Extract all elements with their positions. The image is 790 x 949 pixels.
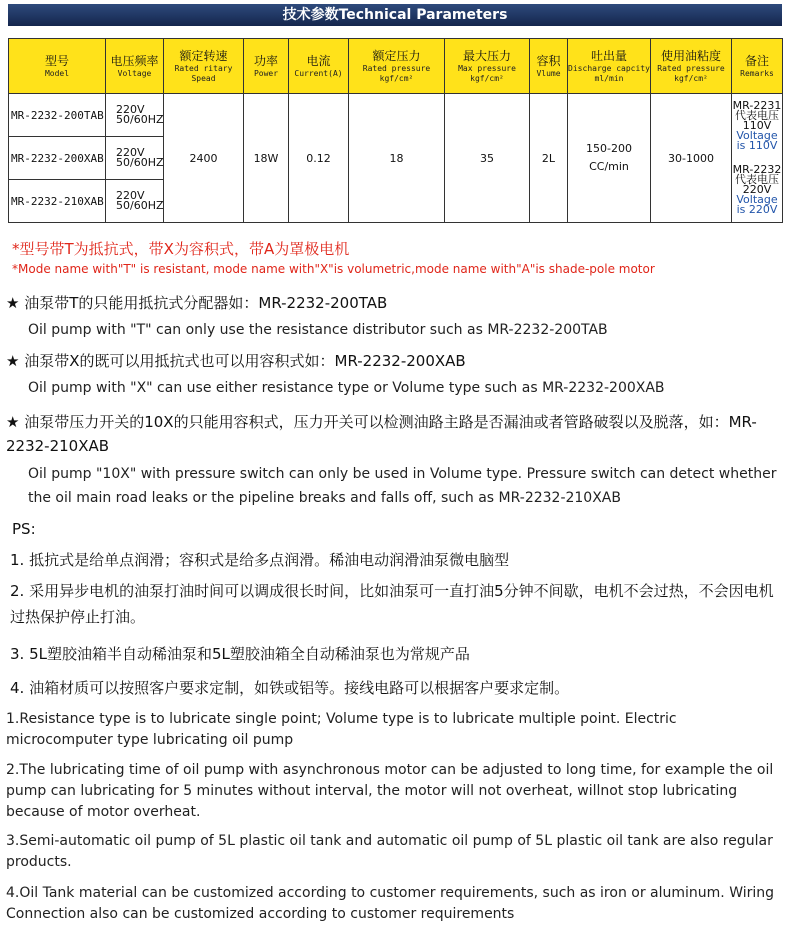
- header-viscosity: 使用油粘度 Rated pressure kgf/cm²: [651, 39, 732, 94]
- page-title: 技术参数Technical Parameters: [8, 4, 782, 26]
- table-row: [9, 94, 783, 137]
- model-note-cn: *型号带T为抵抗式，带X为容积式，带A为罩极电机: [12, 240, 350, 258]
- star-icon: ★: [6, 413, 25, 431]
- table-header-row: [9, 39, 783, 94]
- header-discharge: 吐出量 Discharge capcity ml/min: [568, 39, 651, 94]
- model-cell: MR-2232-200XAB: [9, 137, 106, 180]
- voltage-cell: 220V 50/60HZ: [106, 180, 164, 223]
- note-1-cn: ★ 油泵带T的只能用抵抗式分配器如：MR-2232-200TAB: [6, 294, 388, 312]
- note-2-cn: ★ 油泵带X的既可以用抵抗式也可以用容积式如：MR-2232-200XAB: [6, 352, 466, 370]
- volume-cell: 2L: [530, 94, 568, 223]
- star-icon: ★: [6, 294, 25, 312]
- power-cell: 18W: [244, 94, 289, 223]
- ps-cn-item: 3. 5L塑胶油箱半自动稀油泵和5L塑胶油箱全自动稀油泵也为常规产品: [10, 645, 470, 663]
- max-pressure-cell: 35: [445, 94, 530, 223]
- discharge-cell: 150-200 CC/min: [568, 94, 651, 223]
- header-rated-pressure: 额定压力 Rated pressure kgf/cm²: [349, 39, 445, 94]
- star-icon: ★: [6, 352, 25, 370]
- ps-cn-item: 1. 抵抗式是给单点润滑；容积式是给多点润滑。稀油电动润滑油泵微电脑型: [10, 551, 510, 569]
- model-note-en: *Mode name with"T" is resistant, mode name with"X"is volumetric,mode name with"A"is shade-pole motor: [12, 262, 655, 276]
- ps-en-item: 2.The lubricating time of oil pump with asynchronous motor can be adjusted to long time, for example the oil pump can lubricating for 5 minutes without interval, the motor will not overheat, willnot stop lubricating because of motor overheat.: [6, 762, 774, 820]
- speed-cell: 2400: [164, 94, 244, 223]
- voltage-cell: 220V 50/60HZ: [106, 137, 164, 180]
- ps-cn-item: 2. 采用异步电机的油泵打油时间可以调成很长时间，比如油泵可一直打油5分钟不间歇，电机不会过热，不会因电机过热保护停止打油。: [10, 582, 774, 626]
- note-3-en: Oil pump "10X" with pressure switch can only be used in Volume type. Pressure switch can detect whether the oil main road leaks or the pipeline breaks and falls off, such as MR-2232-210XAB: [28, 466, 777, 506]
- note-3-cn: ★ 油泵带压力开关的10X的只能用容积式，压力开关可以检测油路主路是否漏油或者管路破裂以及脱落，如：MR-2232-210XAB: [6, 413, 757, 455]
- spec-table: [8, 38, 783, 223]
- header-voltage: 电压频率 Voltage: [106, 39, 164, 94]
- model-cell: MR-2232-200TAB: [9, 94, 106, 137]
- ps-cn-item: 4. 油箱材质可以按照客户要求定制，如铁或铝等。接线电路可以根据客户要求定制。: [10, 679, 570, 697]
- header-current: 电流 Current(A): [289, 39, 349, 94]
- rated-pressure-cell: 18: [349, 94, 445, 223]
- header-model: 型号 Model: [9, 39, 106, 94]
- voltage-cell: 220V 50/60HZ: [106, 94, 164, 137]
- note-2-en: Oil pump with "X" can use either resistance type or Volume type such as MR-2232-200XAB: [28, 380, 665, 396]
- header-max-pressure: 最大压力 Max pressure kgf/cm²: [445, 39, 530, 94]
- ps-en-item: 1.Resistance type is to lubricate single point; Volume type is to lubricate multiple point. Electric microcomputer type lubricating oil pump: [6, 711, 677, 748]
- header-volume: 容积 Vlume: [530, 39, 568, 94]
- ps-en-item: 3.Semi-automatic oil pump of 5L plastic oil tank and automatic oil pump of 5L plastic oil tank are also regular products.: [6, 833, 773, 870]
- current-cell: 0.12: [289, 94, 349, 223]
- model-cell: MR-2232-210XAB: [9, 180, 106, 223]
- remarks-cell: MR-2231代表电压110V Voltage is 110V MR-2232代表电压220V Voltage is 220V: [732, 94, 783, 223]
- ps-en-item: 4.Oil Tank material can be customized according to customer requirements, such as iron or aluminum. Wiring Connection also can be customized according to customer requirements: [6, 885, 775, 922]
- header-power: 功率 Power: [244, 39, 289, 94]
- header-speed: 额定转速 Rated ritary Spead: [164, 39, 244, 94]
- viscosity-cell: 30-1000: [651, 94, 732, 223]
- note-1-en: Oil pump with "T" can only use the resistance distributor such as MR-2232-200TAB: [28, 322, 608, 338]
- header-remarks: 备注 Remarks: [732, 39, 783, 94]
- ps-label: PS:: [12, 520, 36, 538]
